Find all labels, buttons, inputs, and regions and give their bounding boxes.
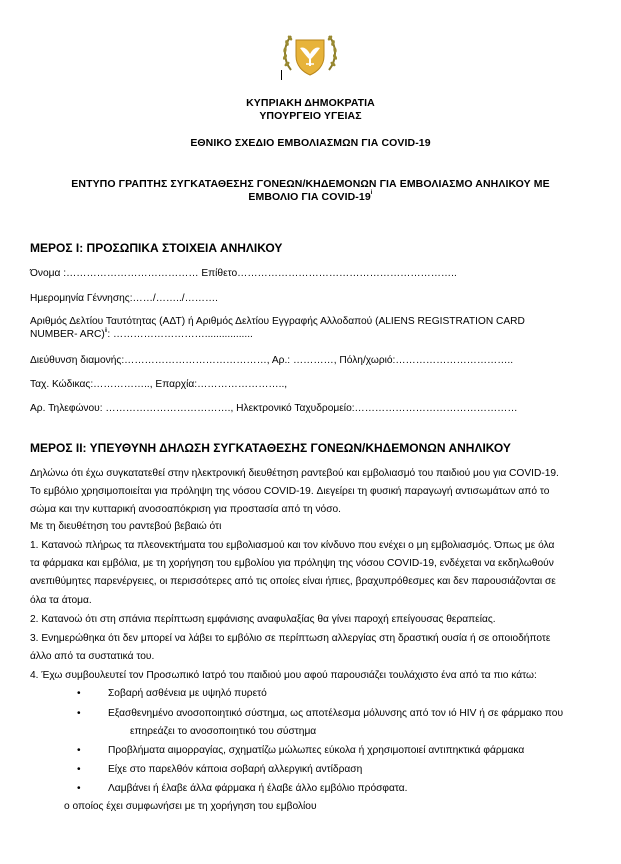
- birthdate-field[interactable]: Ημερομηνία Γέννησης:……/……../……….: [30, 293, 219, 304]
- bullet-icon: •: [77, 688, 81, 699]
- address-field[interactable]: Διεύθυνση διαμονής:……………………………………, Αρ.: …………, Πόλη/χωριό:……………………………..: [30, 355, 514, 366]
- form-title-line-2: ΕΜΒΟΛΙΟ ΓΙΑ COVID-19$^i$: [248, 190, 373, 203]
- item-3-line: 3. Ενημερώθηκα ότι δεν μπορεί να λάβει το εμβόλιο σε περίπτωση αλλεργίας στη δραστική ουσία ή σε οποιοδήποτε: [30, 633, 551, 644]
- form-title-line-1: ΕΝΤΥΠΟ ΓΡΑΠΤΗΣ ΣΥΓΚΑΤΑΘΕΣΗΣ ΓΟΝΕΩΝ/ΚΗΔΕΜΟΝΩΝ ΓΙΑ ΕΜΒΟΛΙΑΣΜΟ ΑΝΗΛΙΚΟΥ ΜΕ: [71, 178, 550, 190]
- bullet-icon: •: [77, 708, 81, 719]
- endnote-marker: i: [370, 190, 373, 196]
- item-3-line: άλλο από τα συστατικά του.: [30, 651, 155, 662]
- condition-item: Προβλήματα αιμορραγίας, σχηματίζω μώλωπες εύκολα ή χρησιμοποιεί αντιπηκτικά φάρμακα: [108, 745, 525, 756]
- declaration-line: Το εμβόλιο χρησιμοποιείται για πρόληψη της νόσου COVID-19. Διεγείρει τη φυσική παραγωγή αντισωμάτων από το: [30, 486, 550, 497]
- cyprus-coat-of-arms-icon: [279, 30, 341, 82]
- condition-item-continued: επηρεάζει το ανοσοποιητικό του σύστημα: [130, 726, 317, 737]
- condition-item: Λαμβάνει ή έλαβε άλλα φάρμακα ή έλαβε άλλο εμβόλιο πρόσφατα.: [108, 783, 408, 794]
- declaration-line: Δηλώνω ότι έχω συγκατατεθεί στην ηλεκτρονική διευθέτηση ραντεβού και εμβολιασμό του παιδιού μου για COVID-19.: [30, 468, 559, 479]
- endnote-marker: ii: [104, 328, 108, 334]
- postal-district-field[interactable]: Ταχ. Κώδικας:…………….., Επαρχία:……………………..,: [30, 379, 288, 390]
- name-field[interactable]: Όνομα :………………………………… Επίθετο………………………………………………………..: [30, 268, 457, 279]
- condition-item: Σοβαρή ασθένεια με υψηλό πυρετό: [108, 688, 267, 699]
- bullet-icon: •: [77, 745, 81, 756]
- ministry-name: ΥΠΟΥΡΓΕΙΟ ΥΓΕΙΑΣ: [259, 110, 362, 122]
- item-1-line: όλα τα άτομα.: [30, 595, 92, 606]
- condition-item: Εξασθενημένο ανοσοποιητικό σύστημα, ως αποτέλεσμα μόλυνσης από τον ιό HIV ή σε φάρμακο που: [108, 708, 564, 719]
- id-field-label: Αριθμός Δελτίου Ταυτότητας (ΑΔΤ) ή Αριθμός Δελτίου Εγγραφής Αλλοδαπού (ALIENS REGISTRATION CARD: [30, 316, 525, 327]
- country-name: ΚΥΠΡΙΑΚΗ ΔΗΜΟΚΡΑΤΙΑ: [246, 97, 375, 109]
- vaccination-plan-title: ΕΘΝΙΚΟ ΣΧΕΔΙΟ ΕΜΒΟΛΙΑΣΜΩΝ ΓΙΑ COVID-19: [190, 137, 431, 149]
- item-1-line: ανεπιθύμητες παρενέργειες, οι περισσότερες από τις οποίες είναι ήπιες, βραχυπρόθεσμες και δεν παρουσιάζονται σε: [30, 576, 556, 587]
- id-field[interactable]: NUMBER- ARC)$^{ii}$: ……………………….................: [30, 328, 253, 340]
- bullet-icon: •: [77, 783, 81, 794]
- decorative-rule: [281, 70, 282, 80]
- item-1-line: τα φάρμακα και εμβόλια, με τη χορήγηση του εμβολίου για πρόληψη της νόσου COVID-19, ενδέχεται να εκδηλωθούν: [30, 558, 554, 569]
- item-4-line: 4. Έχω συμβουλευτεί τον Προσωπικό Ιατρό του παιδιού μου αφού παρουσιάζει τουλάχιστο ένα από τα πιο κάτω:: [30, 670, 537, 681]
- item-2-line: 2. Κατανοώ ότι στη σπάνια περίπτωση εμφάνισης αναφυλαξίας θα γίνει παροχή επείγουσας θεραπείας.: [30, 614, 496, 625]
- item-1-line: 1. Κατανοώ πλήρως τα πλεονεκτήματα του εμβολιασμού και τον κίνδυνο που ενέχει ο μη εμβολιασμός. Όπως με όλα: [30, 540, 555, 551]
- part1-title: ΜΕΡΟΣ Ι: ΠΡΟΣΩΠΙΚΑ ΣΤΟΙΧΕΙΑ ΑΝΗΛΙΚΟΥ: [30, 241, 283, 255]
- condition-item: Είχε στο παρελθόν κάποια σοβαρή αλλεργική αντίδραση: [108, 764, 363, 775]
- part2-title: ΜΕΡΟΣ ΙΙ: ΥΠΕΥΘΥΝΗ ΔΗΛΩΣΗ ΣΥΓΚΑΤΑΘΕΣΗΣ ΓΟΝΕΩΝ/ΚΗΔΕΜΟΝΩΝ ΑΝΗΛΙΚΟΥ: [30, 441, 511, 455]
- closing-line: ο οποίος έχει συμφωνήσει με τη χορήγηση του εμβολίου: [64, 801, 317, 812]
- phone-email-field[interactable]: Αρ. Τηλεφώνου: ………………………………., Ηλεκτρονικό Ταχυδρομείο:…………………………………………: [30, 403, 518, 414]
- declaration-line: σώμα και την κυτταρική ανοσοαπόκριση για προστασία από τη νόσο.: [30, 504, 342, 515]
- declaration-line: Με τη διευθέτηση του ραντεβού βεβαιώ ότι: [30, 521, 222, 532]
- bullet-icon: •: [77, 764, 81, 775]
